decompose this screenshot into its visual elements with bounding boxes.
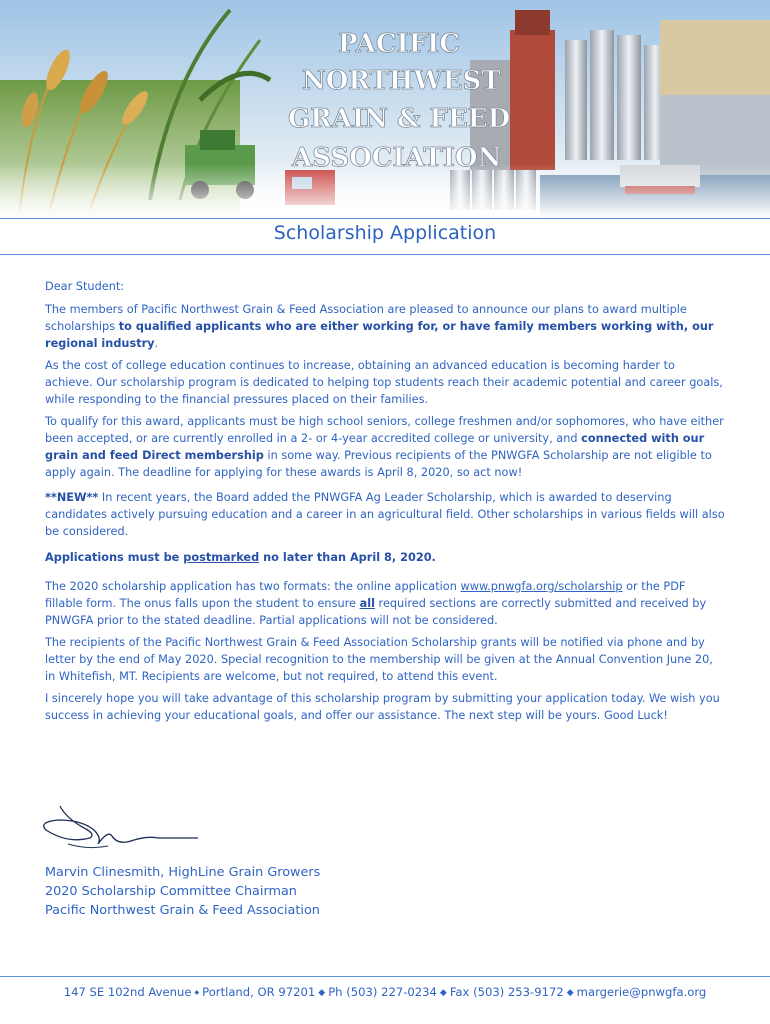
letter-body [45, 278, 725, 729]
paragraph-qualify: To qualify for this award, applicants must be high school seniors, college freshmen and/or sophomores, who have either been accepted, or are currently enrolled in a 2- or 4-year accredited college or university, and connected with our grain and feed Direct membership in some way. Previous recipients of the PNWGFA Scholarship are not eligible to apply again. The deadline for applying for these awards is April 8, 2020, so act now! [45, 415, 724, 479]
footer-phone: Ph (503) 227-0234 [328, 985, 437, 999]
paragraph-closing: I sincerely hope you will take advantage of this scholarship program by submitting your application today. We wish you success in achieving your educational goals, and offer our assistance. The next step will be yours. Good Luck! [45, 692, 720, 722]
footer-contact [0, 985, 770, 999]
top-rule [0, 218, 770, 219]
footer-email[interactable]: margerie@pnwgfa.org [576, 985, 707, 999]
signer-name: Marvin Clinesmith, HighLine Grain Growers [45, 865, 321, 880]
footer-city: Portland, OR 97201 [202, 985, 316, 999]
paragraph-intro: The members of Pacific Northwest Grain & Feed Association are pleased to announce our plans to award multiple scholarships to qualified applicants who are either working for, or have family members working with, our regional industry. [45, 303, 714, 350]
paragraph-recipients: The recipients of the Pacific Northwest Grain & Feed Association Scholarship grants will be notified via phone and by letter by the end of May 2020. Special recognition to the membership will be given at the Annual Convention June 20, in Whitefish, MT. Recipients are welcome, but not required, to attend this event. [45, 636, 713, 683]
paragraph-formats: The 2020 scholarship application has two formats: the online application www.pnwgfa.org/scholarship or the PDF fillable form. The onus falls upon the student to ensure all required sections are correctly submitted and received by PNWGFA prior to the stated deadline. Partial applications will not be considered. [45, 580, 707, 627]
footer-fax: Fax (503) 253-9172 [449, 985, 564, 999]
separator-icon: ◆ [439, 988, 447, 998]
header-banner [0, 0, 770, 218]
scholarship-link[interactable]: www.pnwgfa.org/scholarship [460, 580, 623, 593]
signature-block [45, 863, 320, 920]
signature-image [38, 800, 208, 860]
paragraph-deadline: Applications must be postmarked no later than April 8, 2020. [45, 551, 436, 564]
paragraph-new: **NEW** In recent years, the Board added the PNWGFA Ag Leader Scholarship, which is awarded to deserving candidates actively pursuing education and a career in an agricultural field. Other scholarships in various fields will also be considered. [45, 491, 725, 538]
separator-icon: ◆ [566, 988, 574, 998]
separator-icon: ◆ [318, 988, 326, 998]
signer-title: 2020 Scholarship Committee Chairman [45, 884, 297, 899]
footer-address: 147 SE 102nd Avenue [63, 985, 192, 999]
signer-organization: Pacific Northwest Grain & Feed Association [45, 903, 320, 918]
title-rule [0, 254, 770, 255]
separator-icon: ◆ [194, 989, 200, 996]
greeting: Dear Student: [45, 280, 125, 293]
page-title: Scholarship Application [273, 222, 497, 244]
footer-rule [0, 976, 770, 977]
paragraph-cost: As the cost of college education continues to increase, obtaining an advanced education is becoming harder to achieve. Our scholarship program is dedicated to helping top students reach their academic potential and career goals, while responding to the financial pressures placed on their families. [45, 359, 723, 406]
